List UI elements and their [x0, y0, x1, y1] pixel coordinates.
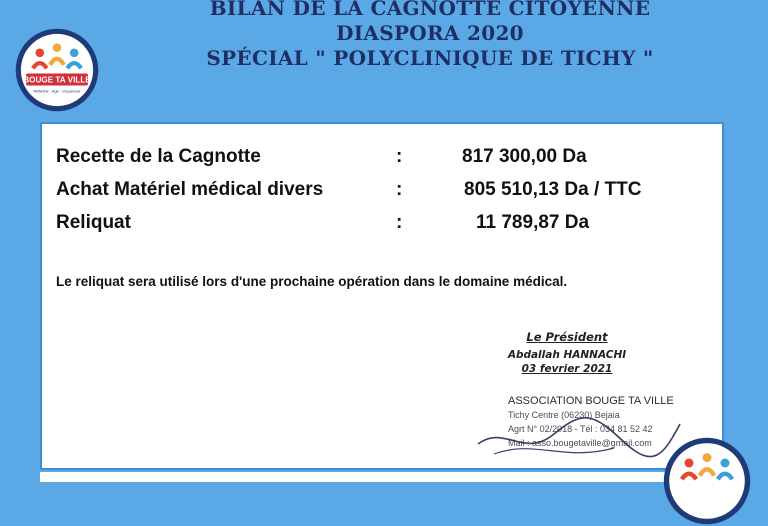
signer-role: Le Président — [526, 330, 608, 344]
signer-name: Abdallah HANNACHI — [507, 349, 627, 361]
row-separator: : — [396, 146, 403, 167]
stamp-association: ASSOCIATION BOUGE TA VILLE — [508, 395, 674, 407]
stamp-address: Tichy Centre (06230) Bejaia — [508, 410, 620, 420]
row-value: 817 300,00 Da — [462, 146, 587, 167]
bouge-ta-ville-logo — [14, 27, 100, 113]
signature-block — [462, 329, 672, 376]
row-separator: : — [396, 212, 403, 233]
stamp-agreement: Agrt N° 02/2018 - Tél : 034 81 52 42 — [508, 424, 653, 434]
svg-text:Réfléchir · Agir · S'épanouir: Réfléchir · Agir · S'épanouir — [33, 88, 81, 94]
summary-card — [40, 122, 724, 470]
title-line-3: SPÉCIAL " POLYCLINIQUE DE TICHY " — [206, 46, 654, 70]
row-separator: : — [396, 179, 403, 200]
row-label: Reliquat — [56, 212, 131, 233]
remainder-note: Le reliquat sera utilisé lors d'une prochaine opération dans le domaine médical. — [56, 274, 568, 289]
bouge-ta-ville-logo — [662, 436, 752, 526]
signature-date: 03 fevrier 2021 — [521, 363, 613, 375]
title-line-1: BILAN DE LA CAGNOTTE CITOYENNE — [209, 0, 651, 20]
stamp-mail: Mail : asso.bougetaville@gmail.com — [508, 438, 652, 448]
next-card-edge — [40, 472, 720, 482]
svg-text:BOUGE TA VILLE: BOUGE TA VILLE — [23, 75, 91, 85]
row-value: 805 510,13 Da / TTC — [464, 179, 642, 200]
association-stamp — [508, 394, 678, 450]
row-label: Achat Matériel médical divers — [56, 179, 324, 200]
document-title — [150, 0, 710, 71]
row-value: 11 789,87 Da — [476, 212, 590, 233]
title-line-2: DIASPORA 2020 — [336, 21, 524, 45]
row-label: Recette de la Cagnotte — [56, 146, 261, 167]
